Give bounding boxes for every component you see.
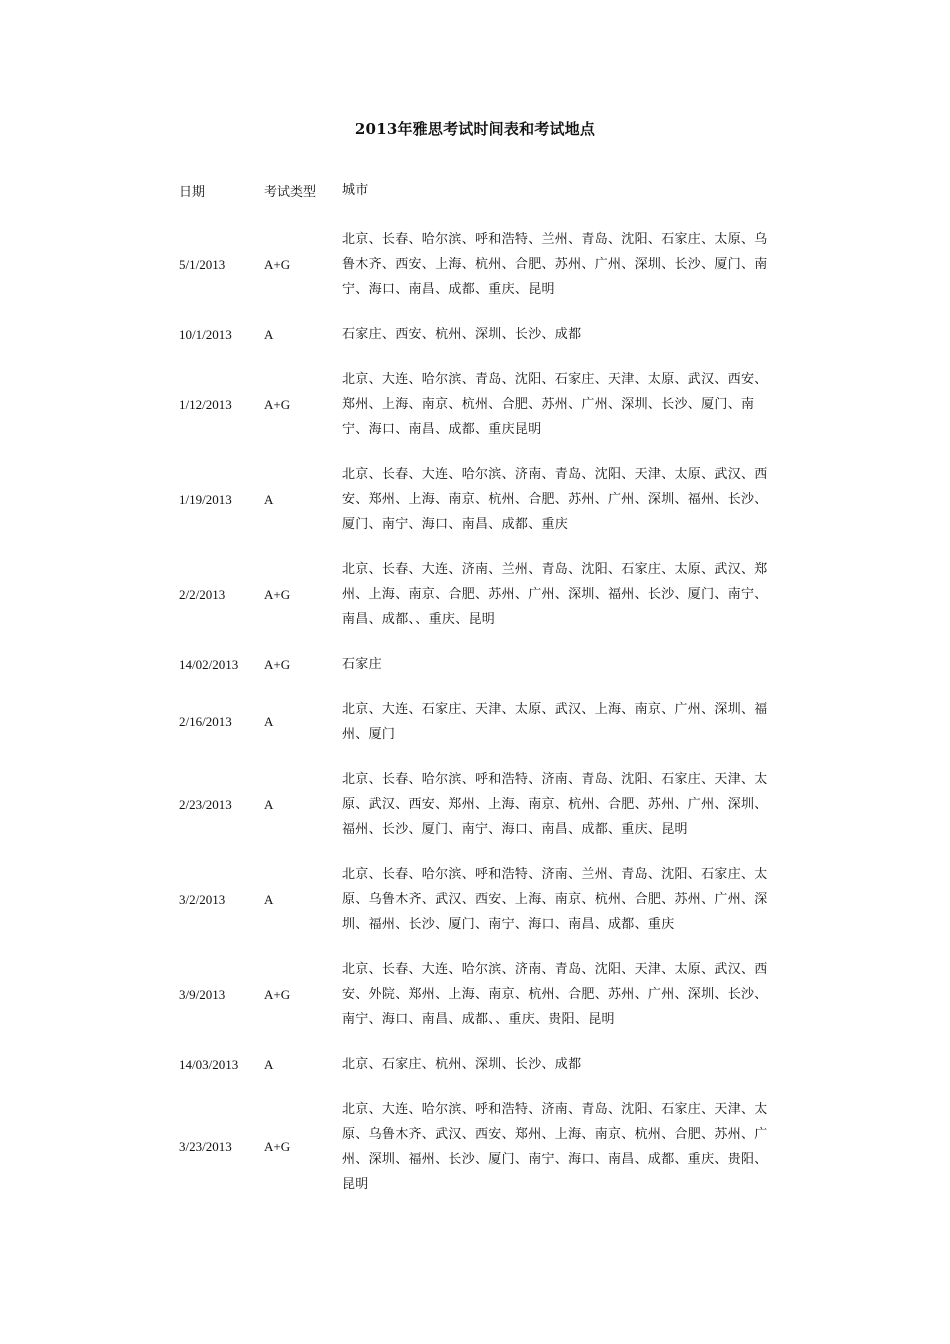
row-cities: 北京、大连、石家庄、天津、太原、武汉、上海、南京、广州、深圳、福州、厦门 (342, 702, 768, 742)
row-exam-type: A (264, 714, 274, 729)
table-row (179, 557, 779, 632)
row-cities: 北京、长春、哈尔滨、呼和浩特、济南、兰州、青岛、沈阳、石家庄、太原、乌鲁木齐、武汉、西安、上海、南京、杭州、合肥、苏州、广州、深圳、福州、长沙、厦门、南宁、海口、南昌、成都、重庆 (342, 867, 768, 932)
row-exam-type: A+G (264, 1139, 291, 1154)
table-header-row (179, 176, 779, 204)
row-date: 3/9/2013 (179, 986, 226, 1002)
row-exam-type: A+G (264, 656, 291, 672)
table-row (179, 367, 779, 442)
table-row (179, 957, 779, 1032)
row-date: 2/23/2013 (179, 796, 232, 812)
table-row (179, 322, 779, 347)
table-row (179, 462, 779, 537)
row-exam-type: A+G (264, 586, 291, 602)
row-exam-type: A (264, 891, 274, 907)
row-exam-type: A+G (264, 256, 291, 272)
row-exam-type: A (264, 326, 274, 342)
table-row (179, 652, 779, 677)
row-cities: 北京、大连、哈尔滨、呼和浩特、济南、青岛、沈阳、石家庄、天津、太原、乌鲁木齐、武汉、西安、郑州、上海、南京、杭州、合肥、苏州、广州、深圳、福州、长沙、厦门、南宁、海口、南昌、成都、重庆、贵阳、昆明 (342, 1102, 768, 1192)
table-row (179, 697, 779, 747)
row-date: 14/03/2013 (179, 1056, 239, 1072)
table-row (179, 227, 779, 302)
row-date: 14/02/2013 (179, 656, 239, 672)
row-date: 2/16/2013 (179, 714, 232, 729)
document-title: 2013年雅思考试时间表和考试地点 (354, 120, 596, 138)
row-cities: 北京、长春、大连、哈尔滨、济南、青岛、沈阳、天津、太原、武汉、西安、郑州、上海、南京、杭州、合肥、苏州、广州、深圳、福州、长沙、厦门、南宁、海口、南昌、成都、重庆 (342, 467, 768, 532)
header-exam-type: 考试类型 (264, 183, 317, 199)
header-date: 日期 (179, 183, 206, 199)
header-city: 城市 (342, 182, 369, 198)
row-date: 5/1/2013 (179, 256, 226, 272)
table-row (179, 1097, 779, 1197)
row-date: 1/12/2013 (179, 396, 232, 412)
row-cities: 北京、长春、大连、济南、兰州、青岛、沈阳、石家庄、太原、武汉、郑州、上海、南京、合肥、苏州、广州、深圳、福州、长沙、厦门、南宁、南昌、成都、、重庆、昆明 (342, 562, 768, 627)
row-date: 3/2/2013 (179, 891, 226, 907)
exam-schedule-table (179, 176, 779, 1217)
row-cities: 北京、石家庄、杭州、深圳、长沙、成都 (342, 1057, 582, 1072)
row-cities: 石家庄、西安、杭州、深圳、长沙、成都 (342, 327, 582, 342)
table-row (179, 767, 779, 842)
row-exam-type: A (264, 1056, 274, 1072)
row-date: 3/23/2013 (179, 1139, 232, 1154)
row-date: 2/2/2013 (179, 586, 226, 602)
row-cities: 北京、长春、哈尔滨、呼和浩特、兰州、青岛、沈阳、石家庄、太原、乌鲁木齐、西安、上海、杭州、合肥、苏州、广州、深圳、长沙、厦门、南宁、海口、南昌、成都、重庆、昆明 (342, 232, 768, 297)
row-cities: 北京、大连、哈尔滨、青岛、沈阳、石家庄、天津、太原、武汉、西安、郑州、上海、南京、杭州、合肥、苏州、广州、深圳、长沙、厦门、南宁、海口、南昌、成都、重庆昆明 (342, 372, 768, 437)
row-exam-type: A (264, 491, 274, 507)
row-date: 10/1/2013 (179, 326, 232, 342)
row-exam-type: A+G (264, 396, 291, 412)
row-date: 1/19/2013 (179, 491, 232, 507)
row-cities: 北京、长春、哈尔滨、呼和浩特、济南、青岛、沈阳、石家庄、天津、太原、武汉、西安、郑州、上海、南京、杭州、合肥、苏州、广州、深圳、福州、长沙、厦门、南宁、海口、南昌、成都、重庆、昆明 (342, 772, 768, 837)
row-exam-type: A (264, 796, 274, 812)
row-cities: 北京、长春、大连、哈尔滨、济南、青岛、沈阳、天津、太原、武汉、西安、外院、郑州、上海、南京、杭州、合肥、苏州、广州、深圳、长沙、南宁、海口、南昌、成都、、重庆、贵阳、昆明 (342, 962, 768, 1027)
table-row (179, 1052, 779, 1077)
row-cities: 石家庄 (342, 657, 382, 672)
table-row (179, 862, 779, 937)
row-exam-type: A+G (264, 986, 291, 1002)
